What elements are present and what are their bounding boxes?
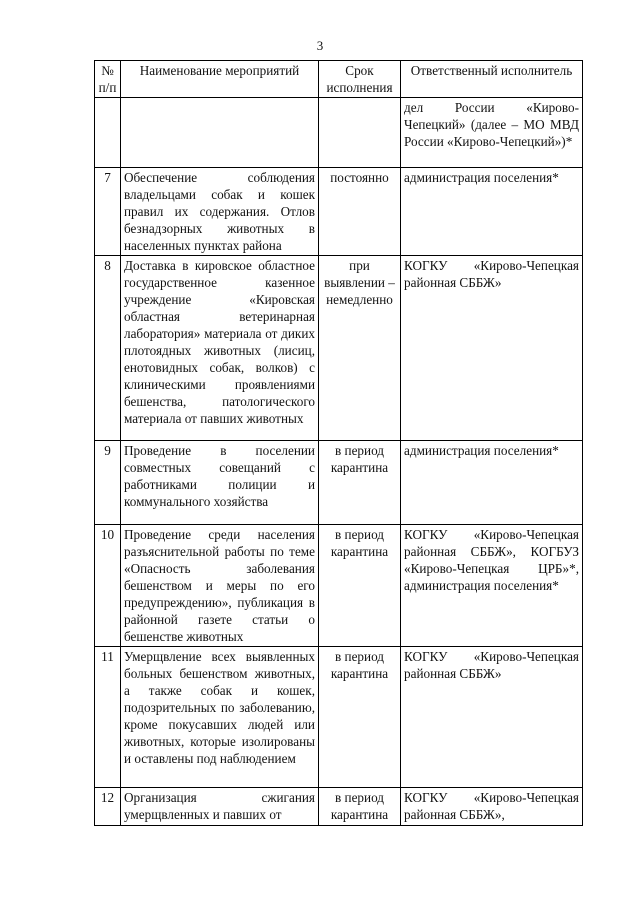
row-num: 9 <box>95 441 121 525</box>
row-num: 10 <box>95 525 121 647</box>
activities-table <box>94 60 583 826</box>
row-name: Умерщвление всех выявленных больных бешенством животных, а также собак и кошек, подозрительных по заболеванию, кроме покусавших людей или животных, которые изолированы и оставлены под наблюдением <box>121 647 319 788</box>
row-term: в период карантина <box>319 441 401 525</box>
header-num: № п/п <box>95 61 121 98</box>
table-row <box>95 98 583 168</box>
row-executor: КОГКУ «Кирово-Чепецкая районная СББЖ» <box>401 256 583 441</box>
table-row <box>95 647 583 788</box>
row-term <box>319 98 401 168</box>
table-row <box>95 525 583 647</box>
row-num: 7 <box>95 168 121 256</box>
row-term: в период карантина <box>319 525 401 647</box>
row-name: Обеспечение соблюдения владельцами собак и кошек правил их содержания. Отлов безнадзорных животных в населенных пунктах района <box>121 168 319 256</box>
row-name: Организация сжигания умерщвленных и павших от <box>121 788 319 826</box>
row-executor: администрация поселения* <box>401 168 583 256</box>
row-executor: КОГКУ «Кирово-Чепецкая районная СББЖ» <box>401 647 583 788</box>
row-num: 11 <box>95 647 121 788</box>
row-name: Доставка в кировское областное государственное казенное учреждение «Кировская областная ветеринарная лаборатория» материала от диких плотоядных животных (лисиц, енотовидных собак, волков) с клиническими проявлениями бешенства, патологического материала от павших животных <box>121 256 319 441</box>
page-number: 3 <box>316 38 324 53</box>
row-num: 12 <box>95 788 121 826</box>
row-num: 8 <box>95 256 121 441</box>
table-row <box>95 441 583 525</box>
row-name: Проведение в поселении совместных совещаний с работниками полиции и коммунального хозяйства <box>121 441 319 525</box>
row-executor: администрация поселения* <box>401 441 583 525</box>
table-row <box>95 788 583 826</box>
header-term: Срок исполнения <box>319 61 401 98</box>
row-term: при выявлении – немедленно <box>319 256 401 441</box>
row-term: постоянно <box>319 168 401 256</box>
row-executor: КОГКУ «Кирово-Чепецкая районная СББЖ», <box>401 788 583 826</box>
table-row <box>95 256 583 441</box>
row-name: Проведение среди населения разъяснительной работы по теме «Опасность заболевания бешенством и меры по его предупреждению», публикация в районной газете статьи о бешенстве животных <box>121 525 319 647</box>
table-header-row <box>95 61 583 98</box>
row-num <box>95 98 121 168</box>
header-name: Наименование мероприятий <box>121 61 319 98</box>
row-executor: КОГКУ «Кирово-Чепецкая районная СББЖ», КОГБУЗ «Кирово-Чепецкая ЦРБ»*, администрация поселения* <box>401 525 583 647</box>
row-name <box>121 98 319 168</box>
header-executor: Ответственный исполнитель <box>401 61 583 98</box>
table-row <box>95 168 583 256</box>
row-term: в период карантина <box>319 647 401 788</box>
row-term: в период карантина <box>319 788 401 826</box>
row-executor: дел России «Кирово-Чепецкий» (далее – МО МВД России «Кирово-Чепецкий»)* <box>401 98 583 168</box>
